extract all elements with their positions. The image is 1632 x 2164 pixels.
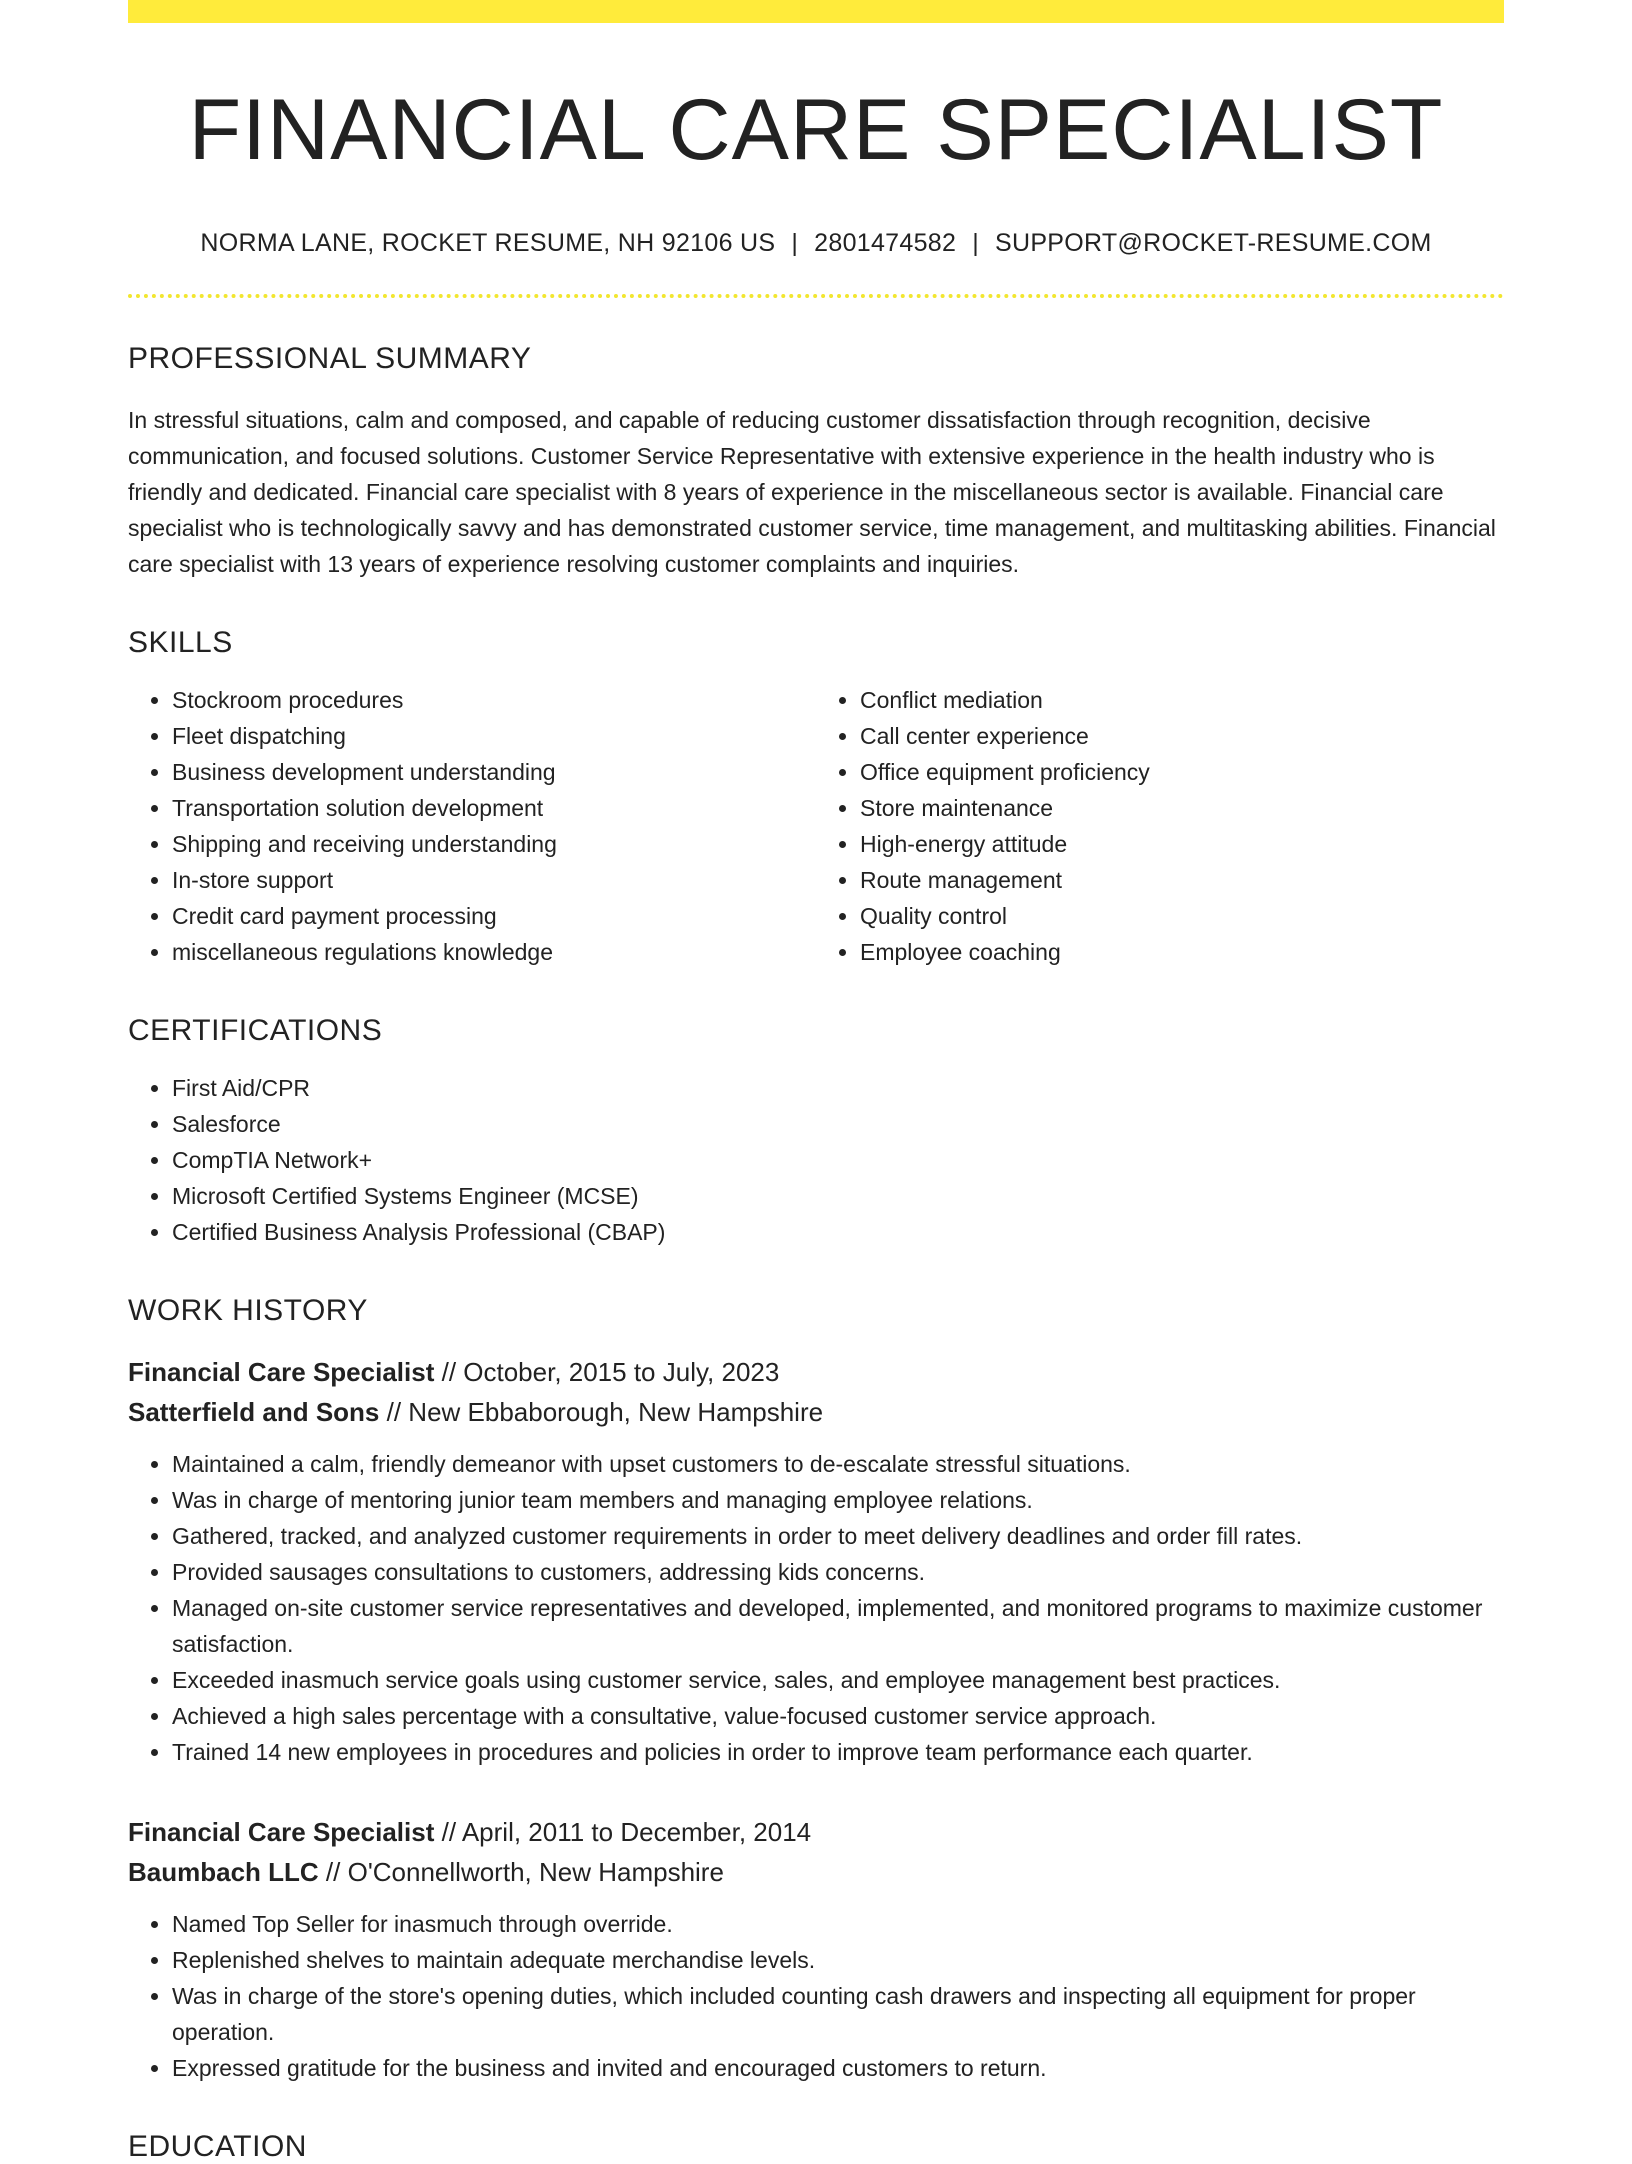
job-company: Baumbach LLC — [128, 1857, 319, 1888]
skills-section — [128, 626, 1504, 970]
certifications-heading: CERTIFICATIONS — [128, 1014, 383, 1048]
skill-item: • Fleet dispatching — [172, 718, 816, 754]
contact-email: SUPPORT@ROCKET-RESUME.COM — [995, 229, 1432, 258]
accent-bar — [128, 0, 1504, 23]
certifications-section — [128, 1014, 1504, 1250]
skill-item: • Business development understanding — [172, 754, 816, 790]
job-dates: // October, 2015 to July, 2023 — [441, 1357, 780, 1388]
job-bullet: • Replenished shelves to maintain adequate merchandise levels. — [172, 1942, 1504, 1978]
job-bullet: • Was in charge of the store's opening duties, which included counting cash drawers and inspecting all equipment for proper operation. — [172, 1978, 1504, 2050]
contact-phone: 2801474582 — [814, 229, 957, 258]
summary-heading: PROFESSIONAL SUMMARY — [128, 342, 532, 376]
skill-item: • Conflict mediation — [860, 682, 1504, 718]
contact-address: NORMA LANE, ROCKET RESUME, NH 92106 US — [200, 229, 776, 258]
job-bullet: • Trained 14 new employees in procedures and policies in order to improve team performance each quarter. — [172, 1734, 1504, 1770]
skills-list-right — [816, 682, 1504, 970]
job-bullet: • Managed on-site customer service representatives and developed, implemented, and monitored programs to maximize customer satisfaction. — [172, 1590, 1504, 1662]
job-title: Financial Care Specialist — [128, 1817, 435, 1848]
summary-section — [128, 342, 1504, 582]
job-bullet: • Gathered, tracked, and analyzed customer requirements in order to meet delivery deadlines and order fill rates. — [172, 1518, 1504, 1554]
skill-item: • Store maintenance — [860, 790, 1504, 826]
skills-list-left — [128, 682, 816, 970]
certification-item: • Certified Business Analysis Professional (CBAP) — [172, 1214, 1504, 1250]
work-history-heading: WORK HISTORY — [128, 1294, 368, 1328]
job-entry — [128, 1352, 1504, 1770]
contact-separator: | — [972, 229, 979, 258]
job-bullet: • Was in charge of mentoring junior team members and managing employee relations. — [172, 1482, 1504, 1518]
certifications-list — [128, 1070, 1504, 1250]
skill-item: • Shipping and receiving understanding — [172, 826, 816, 862]
work-history-section — [128, 1294, 1504, 2086]
skill-item: • Stockroom procedures — [172, 682, 816, 718]
job-entry — [128, 1812, 1504, 2086]
certification-item: • First Aid/CPR — [172, 1070, 1504, 1106]
certification-item: • CompTIA Network+ — [172, 1142, 1504, 1178]
job-bullet: • Provided sausages consultations to customers, addressing kids concerns. — [172, 1554, 1504, 1590]
education-section — [128, 2130, 1504, 2164]
summary-text: In stressful situations, calm and composed, and capable of reducing customer dissatisfaction through recognition, decisive communication, and focused solutions. Customer Service Representative with extensive experience in the health industry who is friendly and dedicated. Financial care specialist with 8 years of experience in the miscellaneous sector is available. Financial care specialist who is technologically savvy and has demonstrated customer service, time management, and multitasking abilities. Financial care specialist with 13 years of experience resolving customer complaints and inquiries. — [128, 407, 1496, 578]
education-heading: EDUCATION — [128, 2130, 307, 2164]
skill-item: • Credit card payment processing — [172, 898, 816, 934]
job-bullet: • Named Top Seller for inasmuch through override. — [172, 1906, 1504, 1942]
job-location: // O'Connellworth, New Hampshire — [325, 1857, 724, 1888]
skill-item: • Office equipment proficiency — [860, 754, 1504, 790]
skill-item: • miscellaneous regulations knowledge — [172, 934, 816, 970]
job-title-line — [128, 1352, 1504, 1392]
contact-line — [128, 229, 1504, 258]
skill-item: • High-energy attitude — [860, 826, 1504, 862]
skill-item: • In-store support — [172, 862, 816, 898]
job-company-line — [128, 1852, 1504, 1892]
contact-separator: | — [791, 229, 799, 258]
skill-item: • Employee coaching — [860, 934, 1504, 970]
job-bullets — [128, 1906, 1504, 2086]
certification-item: • Salesforce — [172, 1106, 1504, 1142]
skill-item: • Route management — [860, 862, 1504, 898]
job-bullet: • Exceeded inasmuch service goals using customer service, sales, and employee management best practices. — [172, 1662, 1504, 1698]
job-dates: // April, 2011 to December, 2014 — [441, 1817, 812, 1848]
job-company: Satterfield and Sons — [128, 1397, 380, 1428]
dotted-divider — [128, 294, 1504, 298]
skill-item: • Transportation solution development — [172, 790, 816, 826]
skill-item: • Call center experience — [860, 718, 1504, 754]
skill-item: • Quality control — [860, 898, 1504, 934]
job-bullet: • Achieved a high sales percentage with a consultative, value-focused customer service approach. — [172, 1698, 1504, 1734]
job-company-line — [128, 1392, 1504, 1432]
job-bullet: • Expressed gratitude for the business and invited and encouraged customers to return. — [172, 2050, 1504, 2086]
resume-page — [128, 0, 1504, 2164]
skills-heading: SKILLS — [128, 626, 233, 660]
job-title-line — [128, 1812, 1504, 1852]
job-bullets — [128, 1446, 1504, 1770]
job-title: Financial Care Specialist — [128, 1357, 435, 1388]
skills-grid — [128, 660, 1504, 970]
resume-title: FINANCIAL CARE SPECIALIST — [188, 82, 1444, 178]
certification-item: • Microsoft Certified Systems Engineer (MCSE) — [172, 1178, 1504, 1214]
job-bullet: • Maintained a calm, friendly demeanor with upset customers to de-escalate stressful situations. — [172, 1446, 1504, 1482]
job-location: // New Ebbaborough, New Hampshire — [386, 1397, 824, 1428]
